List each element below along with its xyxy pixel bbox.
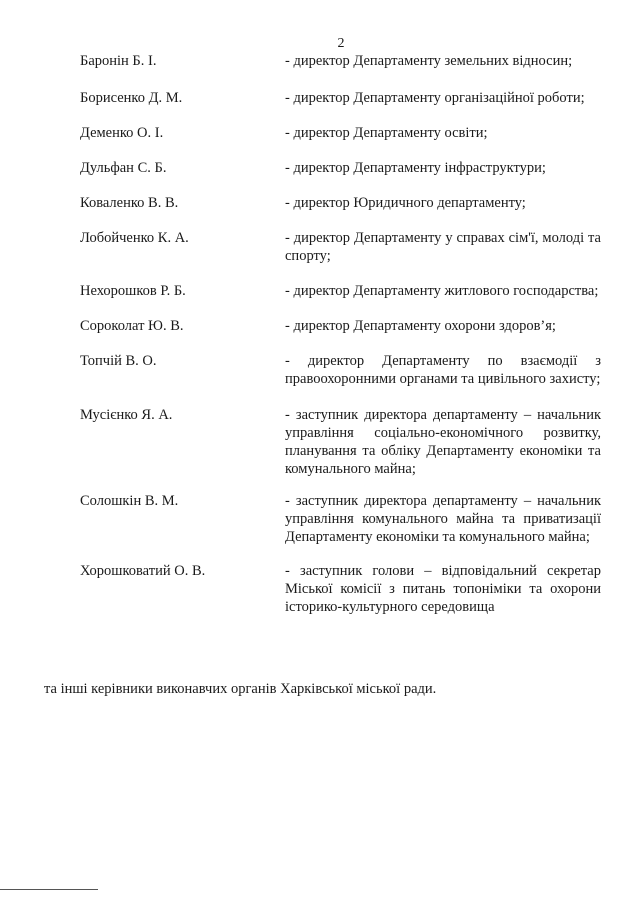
attendee-role: - директор Департаменту освіти; xyxy=(285,125,488,141)
attendee-name: Баронін Б. І. xyxy=(80,53,157,69)
attendee-entry xyxy=(80,492,601,546)
attendee-name: Коваленко В. В. xyxy=(80,195,179,211)
attendee-role: - директор Департаменту охорони здоров’я; xyxy=(285,318,556,334)
attendee-role: - директор Департаменту інфраструктури; xyxy=(285,160,546,176)
attendee-role: - директор Департаменту житлового господарства; xyxy=(285,283,599,299)
attendee-name: Нехорошков Р. Б. xyxy=(80,283,186,299)
attendee-role: - директор Департаменту у справах сім'ї, молоді та спорту; xyxy=(285,230,601,264)
attendee-role: - директор Департаменту земельних відносин; xyxy=(285,53,573,69)
attendee-entry xyxy=(80,562,601,616)
attendee-entry xyxy=(80,194,601,212)
attendee-role: - директор Юридичного департаменту; xyxy=(285,195,526,211)
attendee-entry xyxy=(80,124,601,142)
attendee-entry xyxy=(80,406,601,478)
attendee-role: - заступник директора департаменту – начальник управління соціально-економічного розвитку, планування та обліку Департаменту економіки та комунального майна; xyxy=(285,407,601,477)
attendee-name: Лобойченко К. А. xyxy=(80,230,189,246)
attendee-entry xyxy=(80,282,601,300)
attendee-entry xyxy=(80,89,601,107)
attendee-list xyxy=(80,52,601,616)
attendee-role: - заступник директора департаменту – начальник управління комунального майна та приватизації Департаменту економіки та комунального майна; xyxy=(285,493,601,545)
attendee-entry xyxy=(80,52,601,70)
attendee-entry xyxy=(80,159,601,177)
attendee-role: - директор Департаменту по взаємодії з правоохоронними органами та цивільного захисту; xyxy=(285,353,601,387)
attendee-name: Хорошковатий О. В. xyxy=(80,563,206,579)
closing-line: та інші керівники виконавчих органів Харківської міської ради. xyxy=(44,681,437,697)
attendee-name: Мусієнко Я. А. xyxy=(80,407,173,423)
attendee-role: - заступник голови – відповідальний секретар Міської комісії з питань топоніміки та охорони історико-культурного середовища xyxy=(285,563,601,615)
attendee-name: Топчій В. О. xyxy=(80,353,157,369)
attendee-role: - директор Департаменту організаційної роботи; xyxy=(285,90,585,106)
attendee-name: Солошкін В. М. xyxy=(80,493,179,509)
attendee-entry xyxy=(80,229,601,265)
attendee-name: Деменко О. І. xyxy=(80,125,164,141)
footer-rule xyxy=(0,889,98,890)
attendee-name: Борисенко Д. М. xyxy=(80,90,183,106)
attendee-name: Дульфан С. Б. xyxy=(80,160,167,176)
page-number: 2 xyxy=(337,36,345,51)
attendee-name: Сороколат Ю. В. xyxy=(80,318,184,334)
attendee-entry xyxy=(80,317,601,335)
attendee-entry xyxy=(80,352,601,388)
